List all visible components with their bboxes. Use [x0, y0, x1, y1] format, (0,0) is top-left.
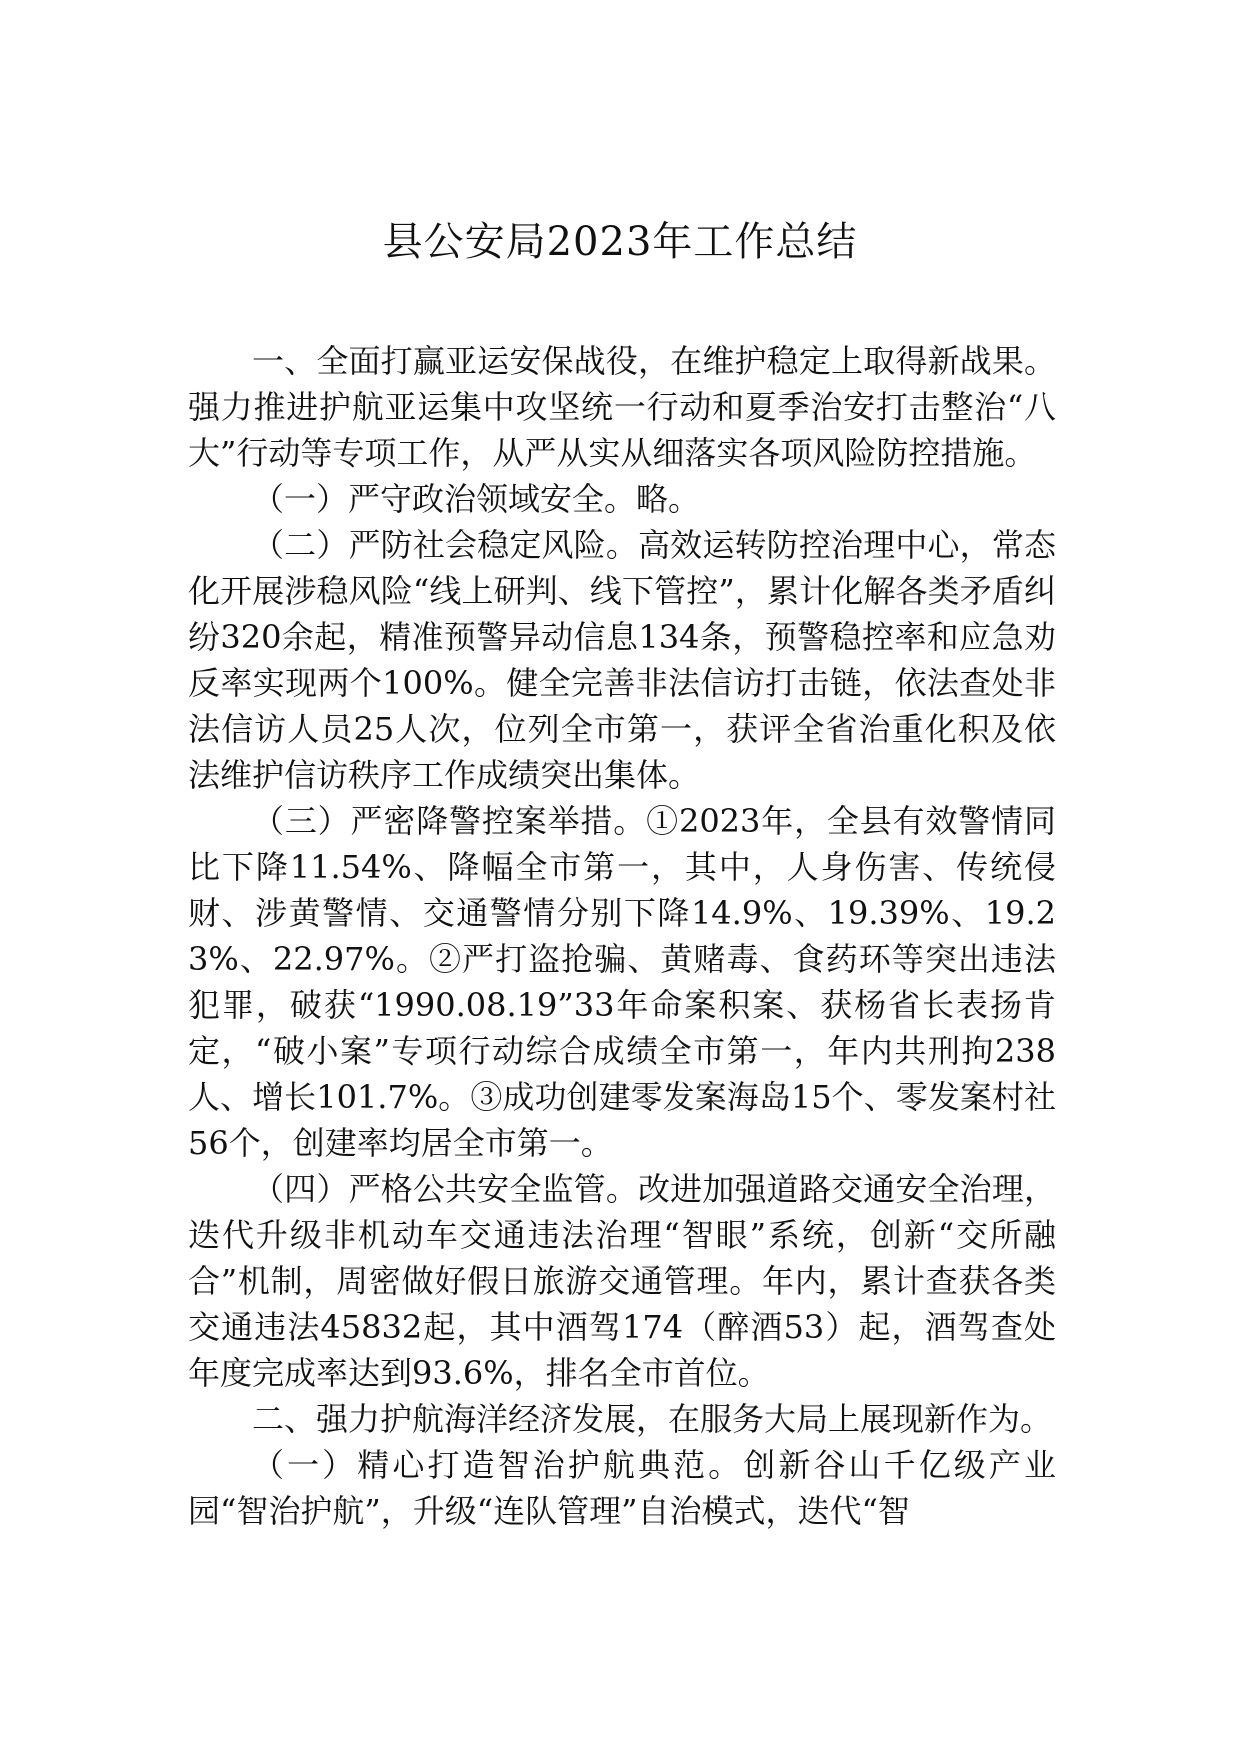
document-title: 县公安局2023年工作总结	[382, 219, 858, 265]
paragraph-social-stability: （二）严防社会稳定风险。高效运转防控治理中心，常态化开展涉稳风险“线上研判、线下管控”，累计化解各类矛盾纠纷320余起，精准预警异动信息134条，预警稳控率和应急劝反率实现两个100%。健全完善非法信访打击链，依法查处非法信访人员25人次，位列全市第一，获评全省治重化积及依法维护信访秩序工作成绩突出集体。	[188, 526, 1056, 794]
paragraph-section-2: 二、强力护航海洋经济发展，在服务大局上展现新作为。	[252, 1400, 1053, 1438]
paragraph-section-1: 一、全面打赢亚运安保战役，在维护稳定上取得新战果。强力推进护航亚运集中攻坚统一行动和夏季治安打击整治“八大”行动等专项工作，从严从实从细落实各项风险防控措施。	[188, 342, 1056, 472]
paragraph-smart-governance: （一）精心打造智治护航典范。创新谷山千亿级产业园“智治护航”，升级“连队管理”自治模式，迭代“智	[188, 1446, 1056, 1530]
paragraph-crime-control: （三）严密降警控案举措。①2023年，全县有效警情同比下降11.54%、降幅全市第一，其中，人身伤害、传统侵财、涉黄警情、交通警情分别下降14.9%、19.39%、19.23%、22.97%。②严打盗抢骗、黄赌毒、食药环等突出违法犯罪，破获“1990.08.19”33年命案积案、获杨省长表扬肯定，“破小案”专项行动综合成绩全市第一，年内共刑拘238人、增长101.7%。③成功创建零发案海岛15个、零发案村社56个，创建率均居全市第一。	[188, 802, 1056, 1162]
paragraph-political-security: （一）严守政治领域安全。略。	[252, 480, 701, 518]
document-body	[188, 338, 1056, 1534]
paragraph-public-safety: （四）严格公共安全监管。改进加强道路交通安全治理，迭代升级非机动车交通违法治理“智眼”系统，创新“交所融合”机制，周密做好假日旅游交通管理。年内，累计查获各类交通违法45832起，其中酒驾174（醉酒53）起，酒驾查处年度完成率达到93.6%，排名全市首位。	[188, 1170, 1056, 1392]
